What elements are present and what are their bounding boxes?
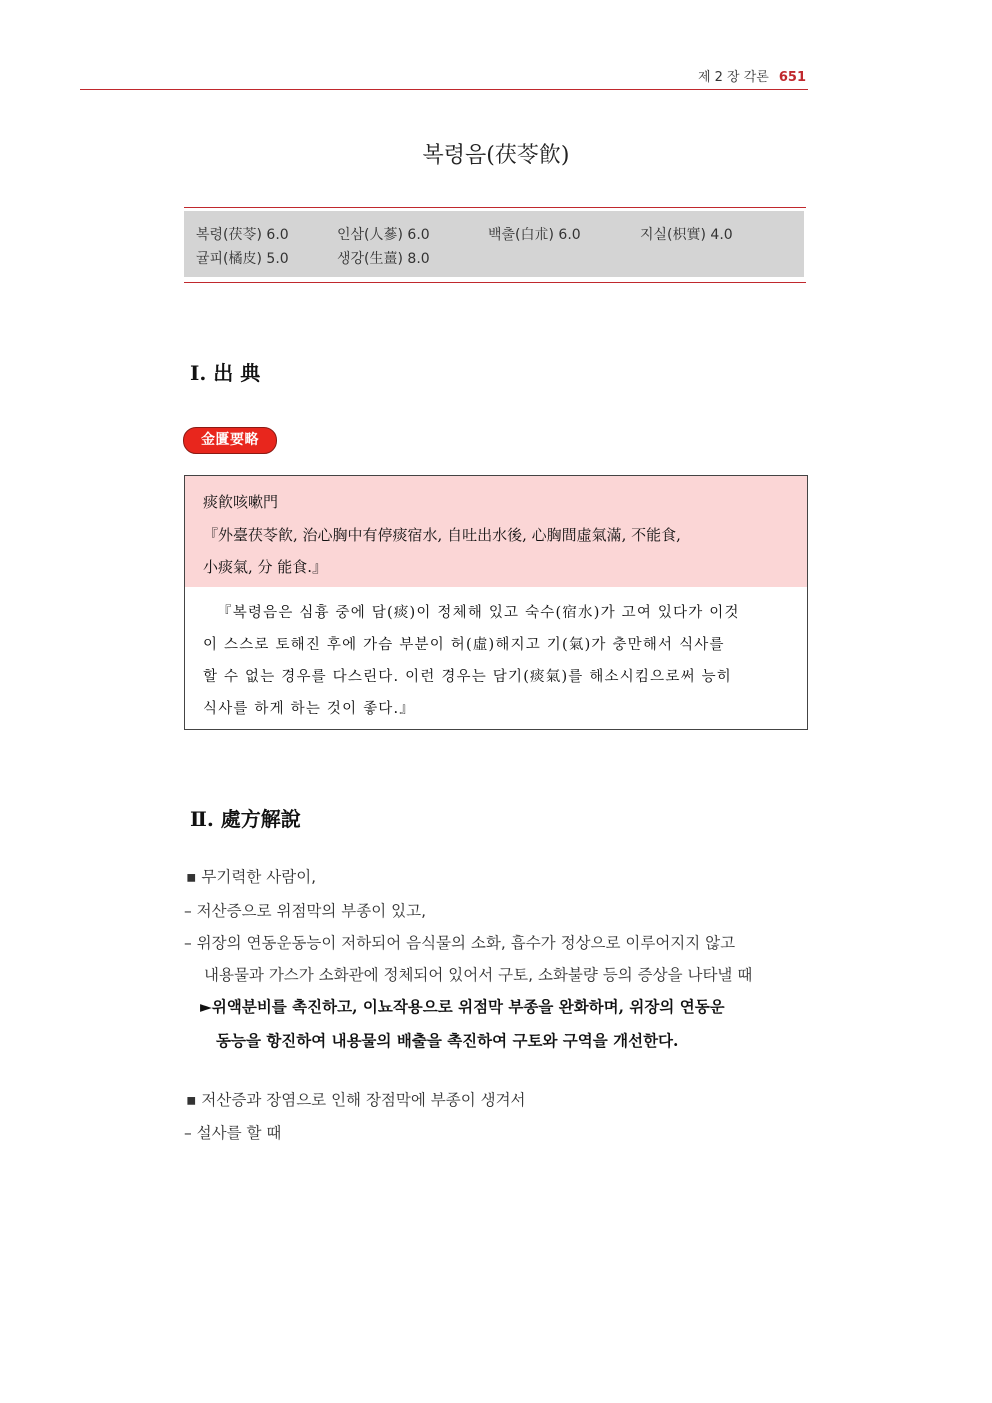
- section-heading-prescription: Ⅱ. 處方解說: [190, 807, 301, 831]
- translation-line: 『복령음은 심흉 중에 담(痰)이 정체해 있고 숙수(宿水)가 고여 있다가 이것: [217, 605, 740, 621]
- page-title: 복령음(茯苓飮): [422, 143, 570, 168]
- source-translation-box: [184, 587, 808, 730]
- ingredient-item: 백출(白朮) 6.0: [488, 227, 581, 243]
- explanation-line: – 설사를 할 때: [184, 1124, 282, 1142]
- translation-line: 식사를 하게 하는 것이 좋다.』: [203, 701, 416, 717]
- ingredient-item: 생강(生薑) 8.0: [337, 251, 430, 267]
- explanation-line: ▪ 저산증과 장염으로 인해 장점막에 부종이 생겨서: [186, 1091, 526, 1109]
- translation-line: 이 스스로 토해진 후에 가슴 부분이 허(虛)해지고 기(氣)가 충만해서 식사를: [203, 637, 725, 653]
- ingredient-bottom-rule: [184, 282, 806, 283]
- translation-line: 할 수 없는 경우를 다스린다. 이런 경우는 담기(痰氣)를 해소시킴으로써 능히: [203, 669, 732, 685]
- ingredient-item: 귤피(橘皮) 5.0: [196, 251, 289, 267]
- source-chapter: 痰飮咳嗽門: [203, 493, 279, 511]
- source-original-line: 小痰氣, 分 能食.』: [203, 558, 328, 576]
- effect-line: ►위액분비를 촉진하고, 이뇨작용으로 위점막 부종을 완화하며, 위장의 연동운: [200, 997, 725, 1016]
- header-rule: [80, 89, 808, 90]
- effect-line: 동능을 항진하여 내용물의 배출을 촉진하여 구토와 구역을 개선한다.: [216, 1031, 679, 1050]
- ingredient-item: 복령(茯苓) 6.0: [196, 227, 289, 243]
- section-heading-source: Ⅰ. 出 典: [190, 361, 261, 385]
- ingredient-item: 인삼(人蔘) 6.0: [337, 227, 430, 243]
- ingredient-item: 지실(枳實) 4.0: [640, 227, 733, 243]
- chapter-label: 제 2 장 각론: [697, 70, 769, 85]
- explanation-line: – 저산증으로 위점막의 부종이 있고,: [184, 902, 427, 920]
- explanation-line: – 위장의 연동운동능이 저하되어 음식물의 소화, 흡수가 정상으로 이루어지지 않고: [184, 934, 736, 952]
- page-number: 651: [778, 70, 806, 85]
- ingredient-box: [184, 211, 804, 277]
- source-original-line: 『外臺茯苓飮, 治心胸中有停痰宿水, 自吐出水後, 心胸間虛氣滿, 不能食,: [203, 526, 681, 544]
- explanation-line: ▪ 무기력한 사람이,: [186, 868, 317, 886]
- ingredient-top-rule: [184, 207, 806, 208]
- source-badge: 金匱要略: [183, 427, 277, 454]
- running-header: [698, 66, 806, 85]
- explanation-line: 내용물과 가스가 소화관에 정체되어 있어서 구토, 소화불량 등의 증상을 나타낼 때: [204, 966, 753, 984]
- source-original-box: [184, 475, 808, 588]
